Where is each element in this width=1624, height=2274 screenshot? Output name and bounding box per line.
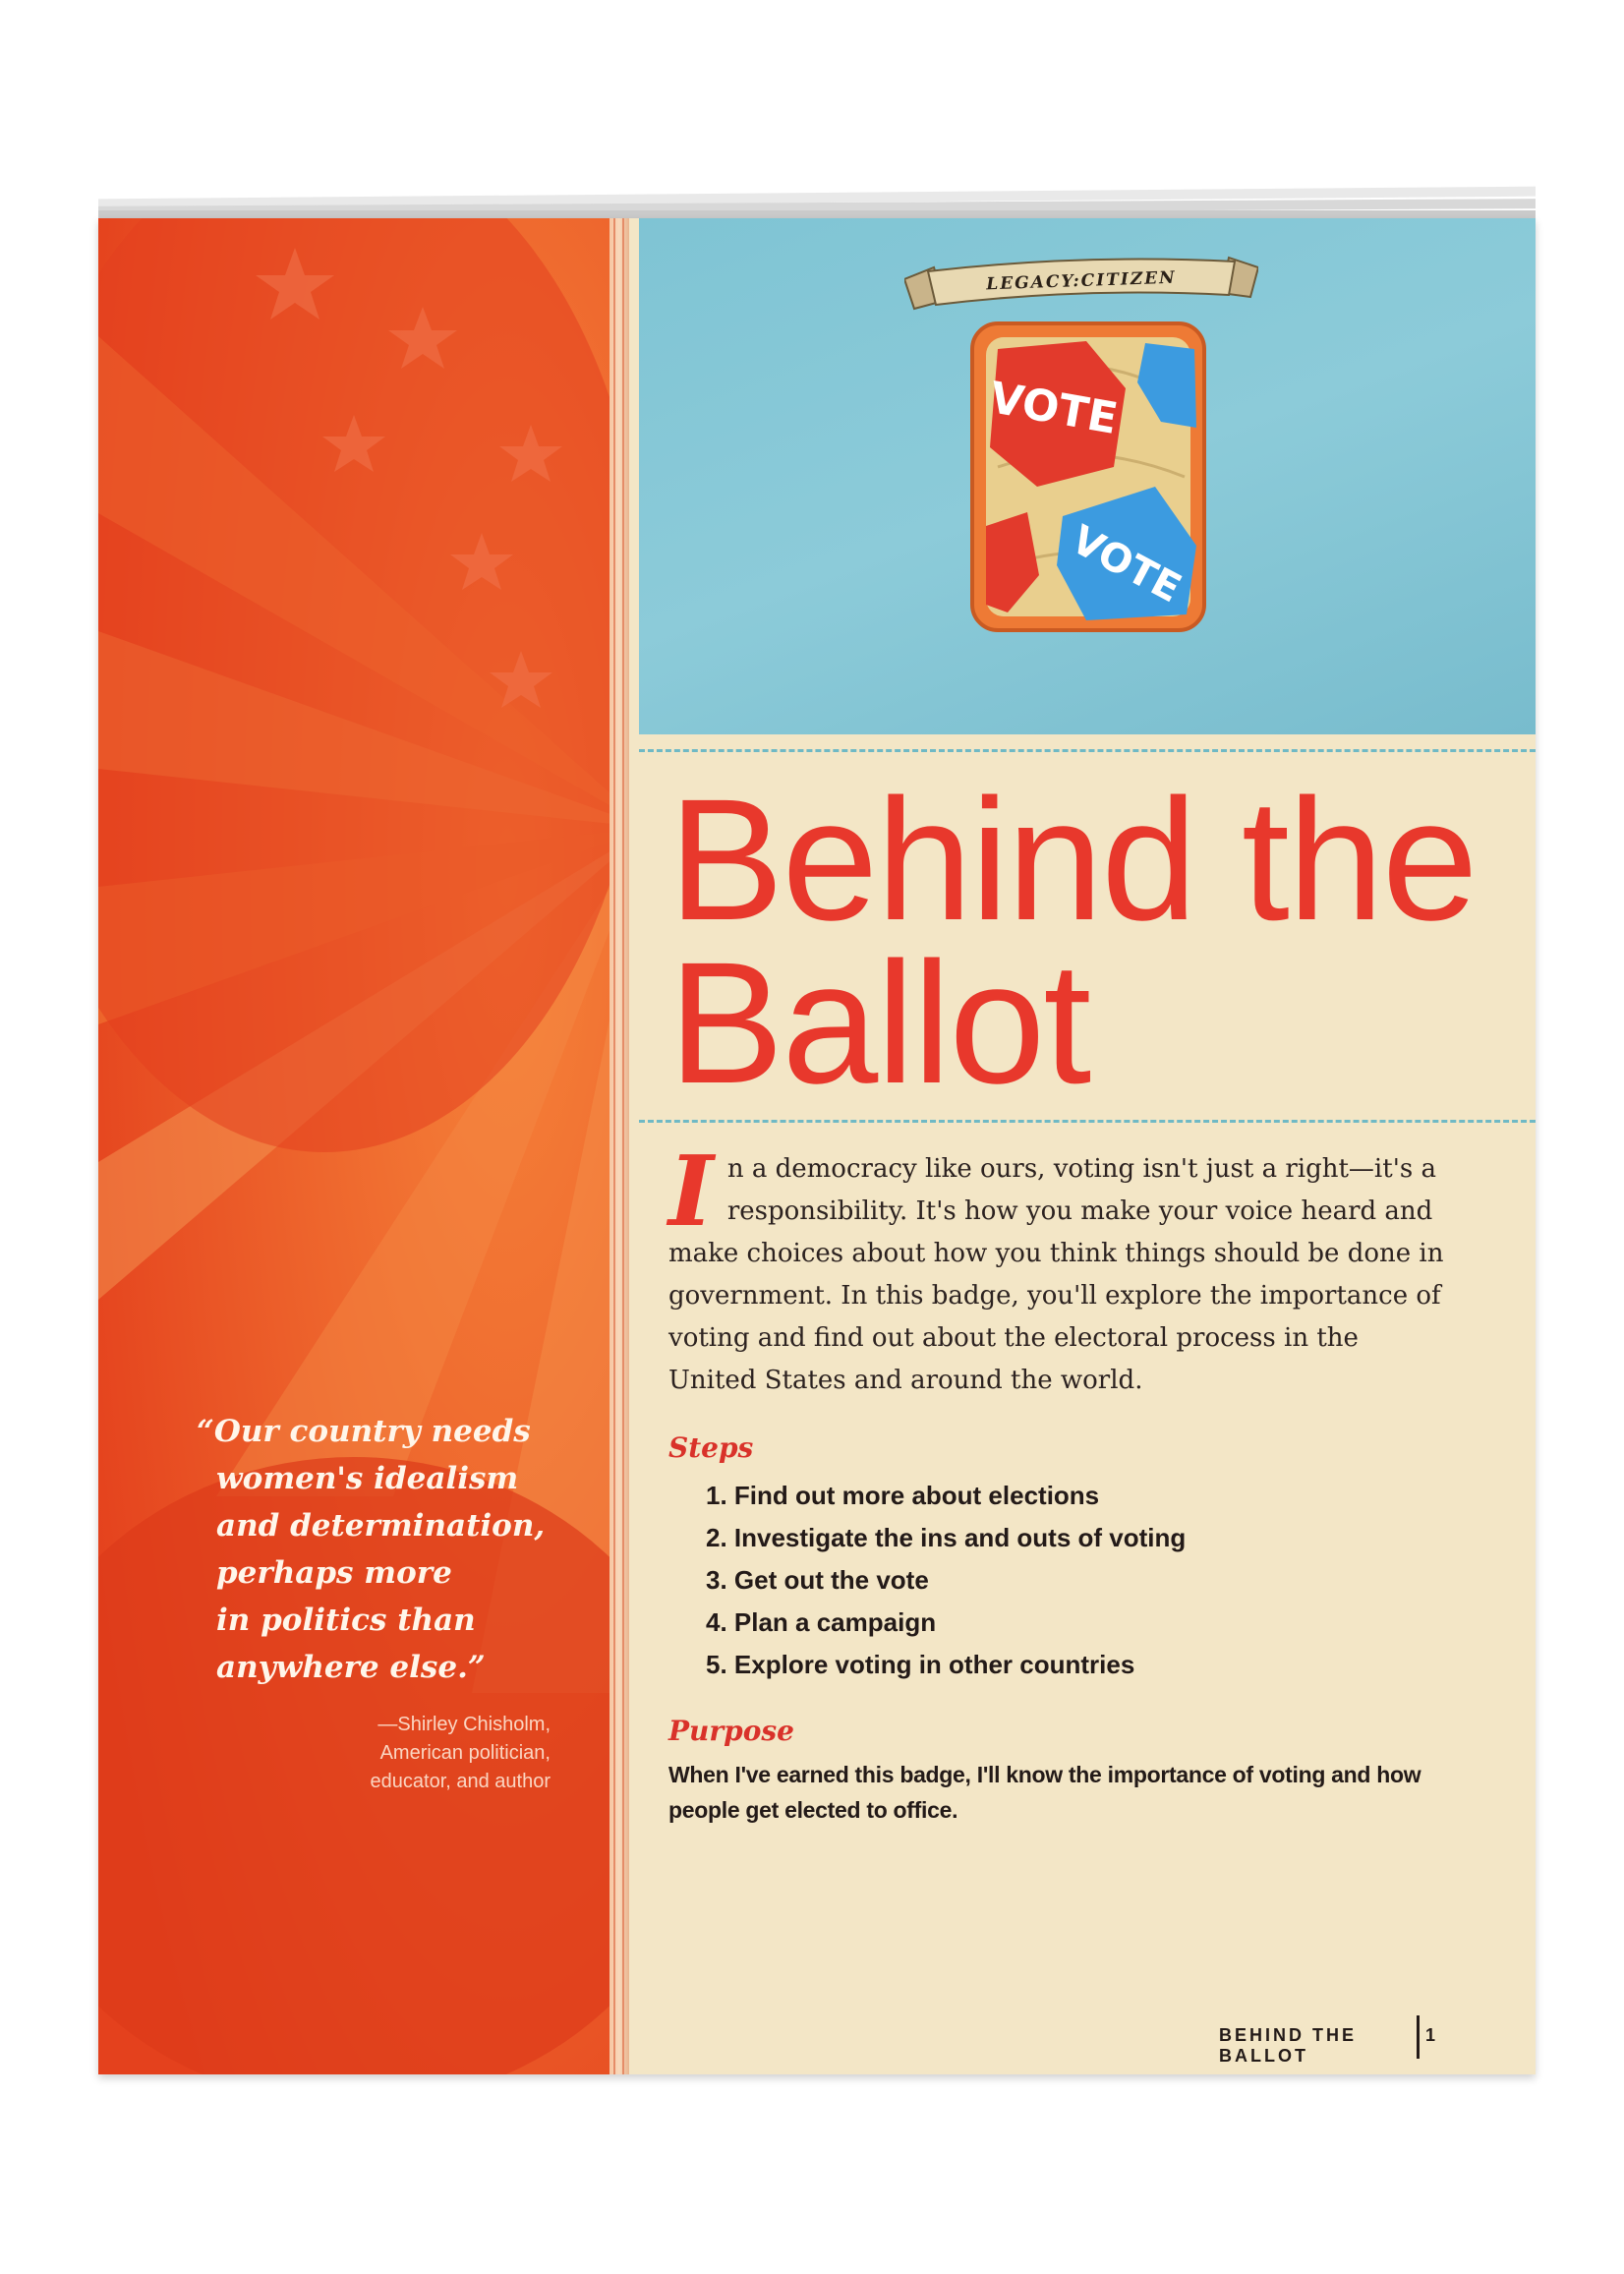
dashed-divider [639,1120,1536,1123]
steps-list [706,1475,1186,1686]
steps-heading: Steps [668,1431,754,1464]
legacy-banner [904,254,1258,319]
banner-text: LEGACY:CITIZEN [985,267,1178,295]
step-item: 1. Find out more about elections [706,1481,1100,1510]
page-spine [609,218,629,2074]
quote-line: and determination, [216,1508,546,1544]
purpose-text: When I've earned this badge, I'll know the importance of voting and how people get elected to office. [668,1762,1421,1823]
pull-quote [197,1408,590,1691]
purpose-heading: Purpose [668,1715,794,1747]
intro-paragraph [668,1136,1445,1402]
quote-line: perhaps more [216,1555,452,1591]
dashed-divider [639,749,1536,752]
intro-text: n a democracy like ours, voting isn't just a right—it's a responsibility. It's how you make your voice heard and make choices about how you think things should be done in government. In this badge, you'll explore the importance of voting and find out about the electoral process in the United States and around the world. [668,1154,1444,1395]
title-line: Behind the [668,764,1477,957]
step-item: 5. Explore voting in other countries [706,1650,1135,1679]
quote-attribution [256,1711,551,1796]
left-art-panel [98,218,609,2074]
attribution-line: educator, and author [370,1771,551,1792]
drop-cap: I [668,1136,714,1249]
quote-line: in politics than [216,1603,476,1638]
step-item: 2. Investigate the ins and outs of voting [706,1523,1187,1552]
quote-line: women's idealism [216,1461,519,1496]
patch-vote-bottom: VOTE [1064,516,1189,612]
footer-divider [1417,2015,1420,2059]
page-number: 1 [1424,2025,1435,2045]
footer-label: BEHIND THE BALLOT [1219,2025,1358,2066]
quote-line: anywhere else.” [216,1650,486,1685]
quote-line: “Our country needs [197,1414,531,1449]
patch-vote-top: VOTE [985,373,1122,445]
booklet-page [98,218,1536,2074]
attribution-line: —Shirley Chisholm, [377,1714,551,1735]
attribution-line: American politician, [379,1742,551,1764]
vote-badge-patch-icon [968,320,1208,634]
step-item: 3. Get out the vote [706,1565,929,1595]
title-line: Ballot [668,927,1090,1120]
page-title [668,764,1514,1120]
page-footer [1219,2012,1514,2066]
step-item: 4. Plan a campaign [706,1607,937,1637]
